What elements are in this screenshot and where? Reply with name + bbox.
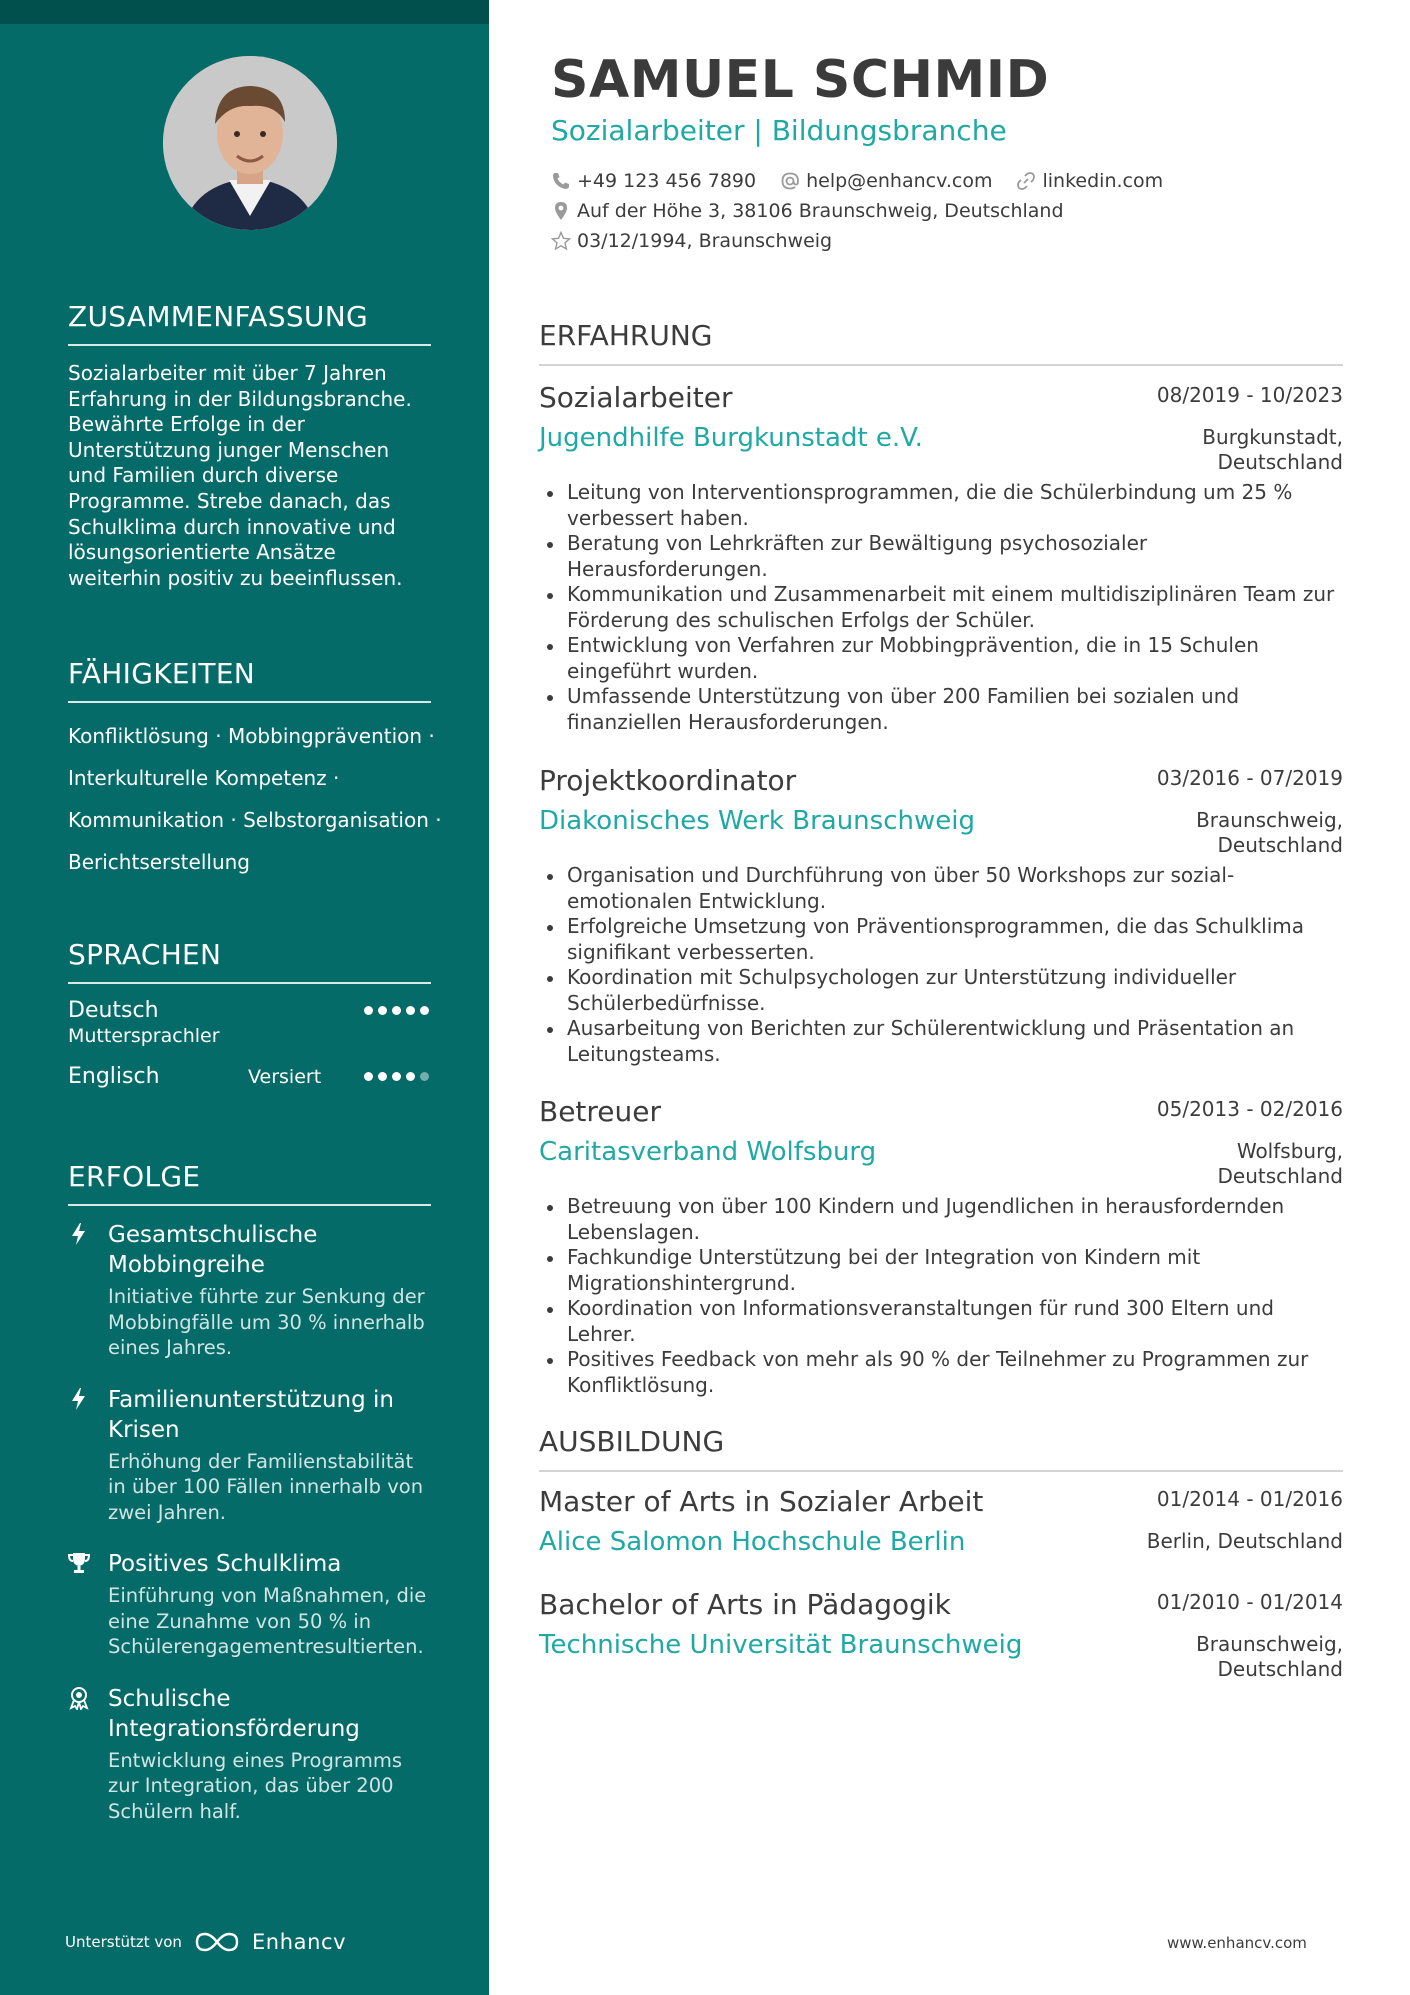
rating-dot (420, 1072, 429, 1081)
summary-heading: ZUSAMMENFASSUNG (68, 300, 431, 346)
skills-section (68, 657, 442, 883)
trophy-icon (68, 1551, 90, 1575)
language-item (68, 1064, 431, 1116)
rating-dot (420, 1006, 429, 1015)
achievement-item (68, 1220, 431, 1361)
language-level: Muttersprachler (68, 1025, 220, 1047)
skills-list (68, 715, 442, 883)
star-icon (551, 231, 571, 251)
job-company: Diakonisches Werk Braunschweig (539, 806, 975, 836)
rating-dot (364, 1072, 373, 1081)
website-text[interactable]: linkedin.com (1042, 170, 1164, 192)
languages-section (68, 938, 431, 1116)
email-item[interactable] (780, 170, 992, 192)
language-rating (364, 1006, 429, 1015)
sidebar-top-bar (0, 0, 489, 24)
achievement-description: Initiative führte zur Senkung der Mobbingfälle um 30 % innerhalb eines Jahres. (108, 1285, 425, 1359)
achievement-item (68, 1549, 431, 1660)
rating-dot (406, 1006, 415, 1015)
location-pin-icon (551, 201, 571, 221)
profile-photo (163, 56, 337, 230)
rating-dot (392, 1072, 401, 1081)
achievement-title: Schulische Integrationsförderung (108, 1685, 360, 1742)
education-location: Berlin, Deutschland (1146, 1529, 1343, 1553)
job-location: Wolfsburg, Deutschland (1217, 1139, 1343, 1188)
achievement-description: Entwicklung eines Programms zur Integration, das über 200 Schülern half. (108, 1748, 402, 1823)
achievement-item (68, 1385, 431, 1526)
education-degree: Bachelor of Arts in Pädagogik (539, 1588, 951, 1621)
education-degree: Master of Arts in Sozialer Arbeit (539, 1485, 984, 1518)
job-bullet: Ausarbeitung von Berichten zur Schülerentwicklung und Präsentation an Leitungsteams. (539, 1016, 1343, 1067)
lightning-icon (68, 1387, 90, 1411)
job-location: Braunschweig, Deutschland (1196, 808, 1343, 857)
job-bullets (539, 480, 1343, 735)
job-bullet: Entwicklung von Verfahren zur Mobbingprävention, die in 15 Schulen eingeführt wurden. (539, 633, 1343, 684)
job-dates: 05/2013 - 02/2016 (1156, 1097, 1343, 1121)
job-bullets (539, 1194, 1343, 1398)
education-school: Technische Universität Braunschweig (539, 1630, 1023, 1660)
job-bullet: Koordination von Informationsveranstaltungen für rund 300 Eltern und Lehrer. (539, 1296, 1343, 1347)
language-level: Versiert (248, 1066, 322, 1088)
phone-item (551, 170, 756, 192)
job-bullet: Erfolgreiche Umsetzung von Präventionsprogrammen, die das Schulklima signifikant verbesserten. (539, 914, 1343, 965)
powered-by (65, 1930, 346, 1954)
job-company: Jugendhilfe Burgkunstadt e.V. (539, 423, 923, 453)
language-name: Deutsch (68, 998, 159, 1023)
skill-line: Berichtserstellung (68, 850, 250, 874)
medal-icon (68, 1686, 90, 1710)
phone-text: +49 123 456 7890 (577, 170, 757, 192)
job-dates: 08/2019 - 10/2023 (1156, 383, 1343, 407)
candidate-name: SAMUEL SCHMID (551, 50, 1050, 110)
sidebar (0, 0, 489, 1995)
language-name: Englisch (68, 1064, 160, 1089)
rating-dot (378, 1006, 387, 1015)
job-bullet: Betreuung von über 100 Kindern und Jugendlichen in herausfordernden Lebenslagen. (539, 1194, 1343, 1245)
job-bullet: Positives Feedback von mehr als 90 % der Teilnehmer zu Programmen zur Konfliktlösung. (539, 1347, 1343, 1398)
at-icon (780, 171, 800, 191)
job-dates: 03/2016 - 07/2019 (1156, 766, 1343, 790)
birth-row (551, 230, 832, 252)
contact-row (551, 170, 1163, 192)
summary-section (68, 300, 431, 591)
achievement-description: Erhöhung der Familienstabilität in über 100 Fällen innerhalb von zwei Jahren. (108, 1449, 424, 1524)
achievement-title: Familienunterstützung in Krisen (108, 1386, 394, 1443)
powered-by-label: Unterstützt von (65, 1933, 182, 1951)
candidate-title: Sozialarbeiter | Bildungsbranche (551, 114, 1007, 147)
job-location: Burgkunstadt, Deutschland (1202, 425, 1343, 474)
language-item (68, 998, 431, 1050)
achievements-section (68, 1160, 431, 1824)
job-role: Betreuer (539, 1095, 662, 1128)
lightning-icon (68, 1222, 90, 1246)
language-rating (364, 1072, 429, 1081)
address-text: Auf der Höhe 3, 38106 Braunschweig, Deutschland (577, 200, 1064, 222)
email-text[interactable]: help@enhancv.com (806, 170, 993, 192)
education-dates: 01/2010 - 01/2014 (1156, 1590, 1343, 1614)
achievements-heading: ERFOLGE (68, 1160, 431, 1206)
rating-dot (392, 1006, 401, 1015)
skill-line: Konfliktlösung · Mobbingprävention · (68, 724, 435, 748)
achievement-title: Positives Schulklima (108, 1551, 342, 1577)
education-school: Alice Salomon Hochschule Berlin (539, 1527, 966, 1557)
job-bullet: Organisation und Durchführung von über 50 Workshops zur sozial-emotionalen Entwicklung. (539, 863, 1343, 914)
website-item[interactable] (1016, 170, 1163, 192)
brand-name: Enhancv (251, 1930, 347, 1954)
job-role: Projektkoordinator (539, 764, 797, 797)
education-heading: AUSBILDUNG (539, 1425, 1343, 1472)
skills-heading: FÄHIGKEITEN (68, 657, 431, 703)
address-row (551, 200, 1064, 222)
experience-heading: ERFAHRUNG (539, 319, 1343, 366)
birth-item (551, 230, 832, 252)
job-bullet: Koordination mit Schulpsychologen zur Unterstützung individueller Schülerbedürfnisse. (539, 965, 1343, 1016)
summary-text: Sozialarbeiter mit über 7 Jahren Erfahrung in der Bildungsbranche. Bewährte Erfolge in der Unterstützung junger Menschen und Familien durch diverse Programme. Strebe danach, das Schulklima durch innovative und lösungsorientierte Ansätze weiterhin positiv zu beeinflussen. (68, 361, 412, 590)
rating-dot (378, 1072, 387, 1081)
address-item (551, 200, 1064, 222)
job-bullet: Beratung von Lehrkräften zur Bewältigung psychosozialer Herausforderungen. (539, 531, 1343, 582)
achievement-item (68, 1684, 431, 1825)
phone-icon (551, 171, 571, 191)
enhancv-logo-icon (194, 1931, 240, 1953)
rating-dot (406, 1072, 415, 1081)
job-company: Caritasverband Wolfsburg (539, 1137, 877, 1167)
job-bullet: Leitung von Interventionsprogrammen, die die Schülerbindung um 25 % verbessert haben. (539, 480, 1343, 531)
rating-dot (364, 1006, 373, 1015)
job-bullet: Kommunikation und Zusammenarbeit mit einem multidisziplinären Team zur Förderung des schulischen Erfolgs der Schüler. (539, 582, 1343, 633)
achievement-description: Einführung von Maßnahmen, die eine Zunahme von 50 % in Schülerengagementresultierten. (108, 1584, 427, 1658)
footer-url[interactable]: www.enhancv.com (1167, 1934, 1307, 1952)
skill-line: Kommunikation · Selbstorganisation · (68, 808, 442, 832)
education-location: Braunschweig, Deutschland (1196, 1632, 1343, 1681)
job-bullets (539, 863, 1343, 1067)
skill-line: Interkulturelle Kompetenz · (68, 766, 340, 790)
job-bullet: Umfassende Unterstützung von über 200 Familien bei sozialen und finanziellen Herausforderungen. (539, 684, 1343, 735)
link-icon (1016, 171, 1036, 191)
education-dates: 01/2014 - 01/2016 (1156, 1487, 1343, 1511)
languages-heading: SPRACHEN (68, 938, 431, 984)
achievement-title: Gesamtschulische Mobbingreihe (108, 1222, 318, 1278)
birth-text: 03/12/1994, Braunschweig (577, 230, 833, 252)
job-role: Sozialarbeiter (539, 381, 733, 414)
job-bullet: Fachkundige Unterstützung bei der Integration von Kindern mit Migrationshintergrund. (539, 1245, 1343, 1296)
